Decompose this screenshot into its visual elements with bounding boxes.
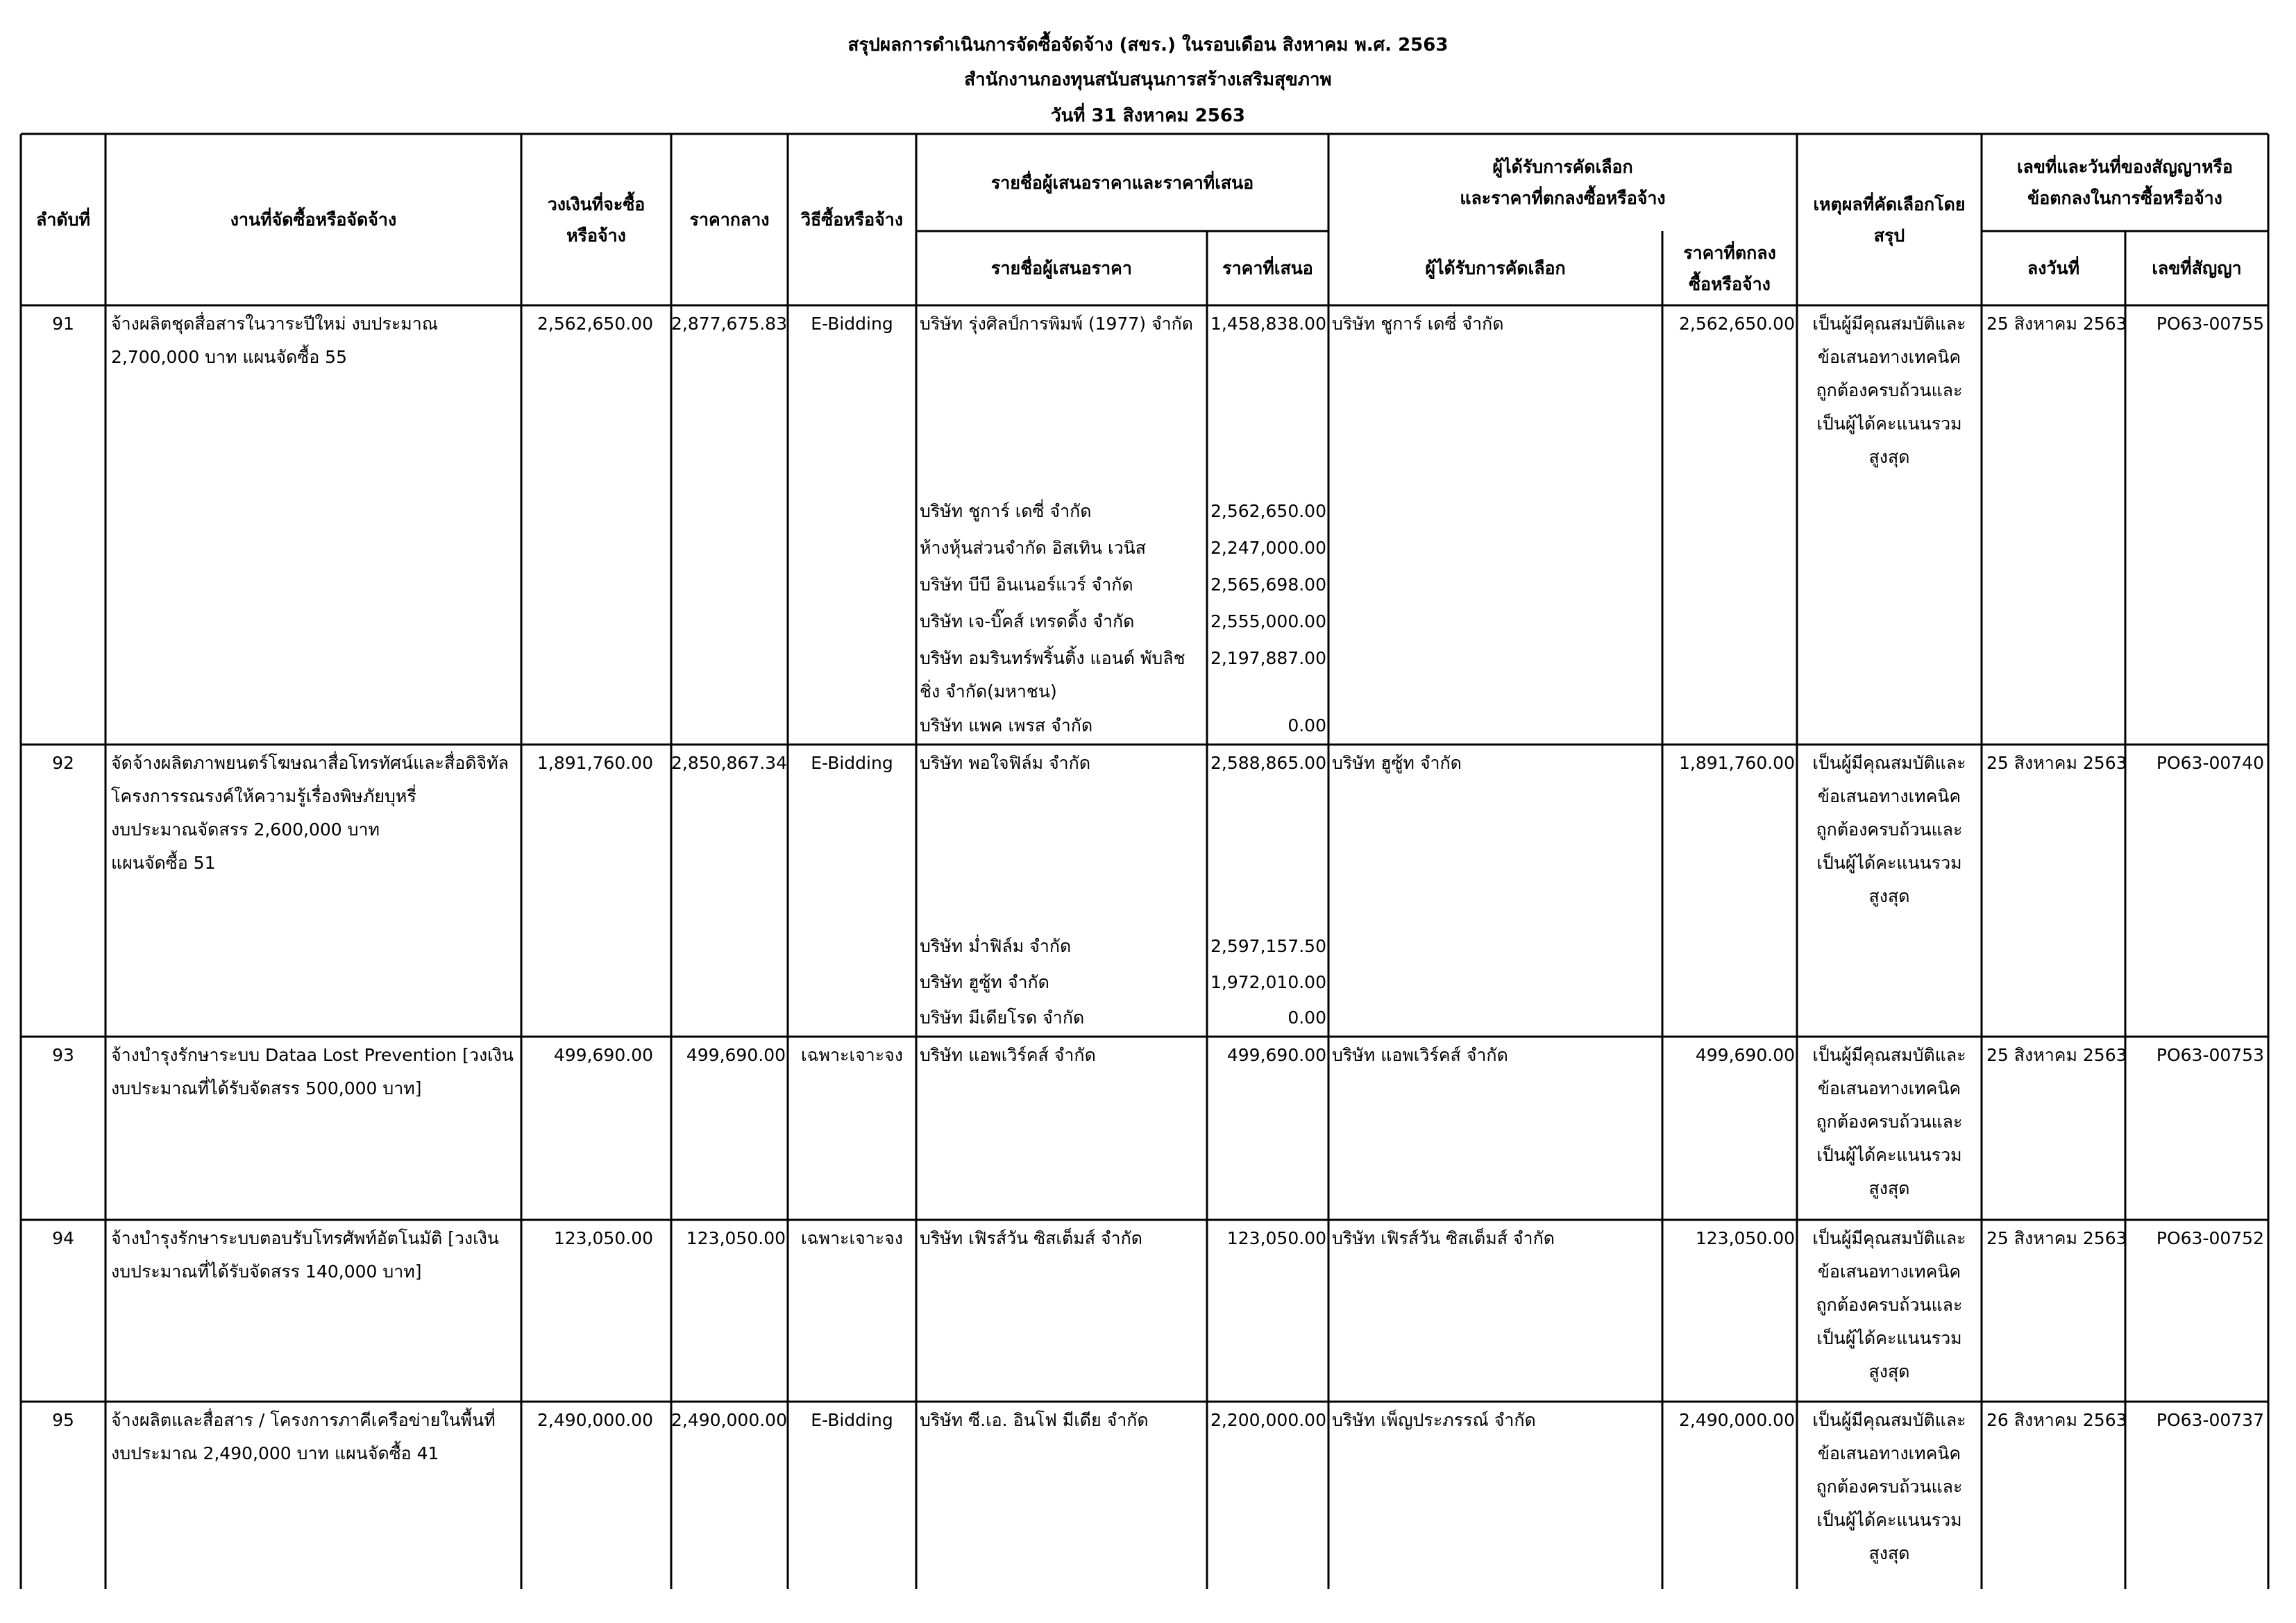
header-contract-no: เลขที่สัญญา — [2152, 258, 2242, 278]
procurement-method: E-Bidding — [811, 1410, 893, 1430]
bid-price: 0.00 — [1288, 1008, 1326, 1028]
job-description-line: แผนจัดซื้อ 51 — [111, 853, 216, 873]
selection-reason-line: ถูกต้องครบถ้วนและ — [1816, 819, 1963, 840]
row-number: 94 — [52, 1228, 74, 1248]
selection-reason-line: ข้อเสนอทางเทคนิค — [1817, 1443, 1961, 1463]
bidder-name: ห้างหุ้นส่วนจำกัด อิสเทิน เวนิส — [920, 538, 1146, 558]
row-number: 91 — [52, 314, 74, 334]
contract-number: PO63-00737 — [2156, 1410, 2264, 1430]
selection-reason-line: สูงสุด — [1868, 1178, 1910, 1198]
job-description-line: จ้างผลิตชุดสื่อสารในวาระปีใหม่ งบประมาณ — [111, 314, 439, 334]
selection-reason-line: เป็นผู้ได้คะแนนรวม — [1816, 853, 1962, 873]
contract-number: PO63-00740 — [2156, 753, 2264, 773]
header-reason-line2: สรุป — [1873, 225, 1905, 246]
bidder-name: บริษัท เฟิรส์วัน ซิสเต็มส์ จำกัด — [920, 1228, 1142, 1248]
job-description-line: จ้างบำรุงรักษาระบบตอบรับโทรศัพท์อัตโนมัติ [วงเงิน — [111, 1228, 499, 1248]
bidder-name: บริษัท มีเดียโรด จำกัด — [920, 1008, 1085, 1028]
job-description-line: งบประมาณจัดสรร 2,600,000 บาท — [111, 819, 380, 840]
procurement-method: เฉพาะเจาะจง — [800, 1228, 904, 1248]
header-no: ลำดับที่ — [36, 210, 90, 230]
header-contract-group — [1982, 134, 2268, 231]
selection-reason-line: สูงสุด — [1868, 886, 1910, 906]
selection-reason-line: ข้อเสนอทางเทคนิค — [1817, 786, 1961, 806]
selection-reason-line: สูงสุด — [1868, 1361, 1910, 1382]
selection-reason-line: ถูกต้องครบถ้วนและ — [1816, 1477, 1963, 1497]
header-reason — [1797, 134, 1982, 305]
selection-reason-line: ถูกต้องครบถ้วนและ — [1816, 1295, 1963, 1315]
budget-amount: 2,490,000.00 — [537, 1410, 653, 1430]
bid-price: 2,562,650.00 — [1210, 501, 1326, 521]
bid-price: 2,565,698.00 — [1210, 575, 1326, 595]
median-price: 2,850,867.34 — [671, 753, 787, 773]
header-bidders-group: รายชื่อผู้เสนอราคาและราคาที่เสนอ — [990, 172, 1254, 193]
selection-reason-line: เป็นผู้มีคุณสมบัติและ — [1812, 1045, 1966, 1065]
selection-reason-line: เป็นผู้มีคุณสมบัติและ — [1812, 1228, 1966, 1248]
bid-price: 2,247,000.00 — [1210, 538, 1326, 558]
selected-vendor: บริษัท ชูการ์ เดซี่ จำกัด — [1332, 314, 1504, 334]
procurement-method: E-Bidding — [811, 753, 893, 773]
bidder-name: บริษัท ฮูซู้ท จำกัด — [920, 972, 1049, 992]
selection-reason-line: เป็นผู้มีคุณสมบัติและ — [1812, 314, 1966, 334]
contract-date: 26 สิงหาคม 2563 — [1986, 1410, 2127, 1430]
procurement-method: E-Bidding — [811, 314, 893, 334]
bidder-name: บริษัท แอพเวิร์คส์ จำกัด — [920, 1045, 1096, 1065]
header-selected-group — [1328, 134, 1797, 231]
median-price: 123,050.00 — [686, 1228, 786, 1248]
selection-reason-line: ข้อเสนอทางเทคนิค — [1817, 1261, 1961, 1282]
selected-vendor: บริษัท เฟิรส์วัน ซิสเต็มส์ จำกัด — [1332, 1228, 1555, 1248]
budget-amount: 2,562,650.00 — [537, 314, 653, 334]
job-description-line: โครงการรณรงค์ให้ความรู้เรื่องพิษภัยบุหรี่ — [111, 786, 416, 806]
bid-price: 123,050.00 — [1226, 1228, 1326, 1248]
selection-reason-line: ถูกต้องครบถ้วนและ — [1816, 1112, 1963, 1132]
row-number: 93 — [52, 1045, 74, 1065]
header-agreed-line2: ซื้อหรือจ้าง — [1689, 273, 1771, 294]
bidder-name: บริษัท ซี.เอ. อินโฟ มีเดีย จำกัด — [920, 1410, 1149, 1430]
bidder-name: บริษัท ม่ำฟิล์ม จำกัด — [920, 936, 1072, 956]
job-description-line: จ้างผลิตและสื่อสาร / โครงการภาคีเครือข่ายในพื้นที่ — [111, 1410, 496, 1430]
selection-reason-line: ถูกต้องครบถ้วนและ — [1816, 380, 1963, 400]
header-budget — [521, 134, 671, 305]
bid-price: 2,555,000.00 — [1210, 611, 1326, 631]
selection-reason-line: สูงสุด — [1868, 1543, 1910, 1563]
header-bid-price: ราคาที่เสนอ — [1222, 258, 1313, 278]
organization-name: สำนักงานกองทุนสนับสนุนการสร้างเสริมสุขภาพ — [964, 69, 1332, 90]
bid-price: 2,597,157.50 — [1210, 936, 1326, 956]
report-title: สรุปผลการดำเนินการจัดซื้อจัดจ้าง (สขร.) ในรอบเดือน สิงหาคม พ.ศ. 2563 — [847, 35, 1449, 56]
contract-date: 25 สิงหาคม 2563 — [1986, 1045, 2127, 1065]
selection-reason-line: เป็นผู้ได้คะแนนรวม — [1816, 1328, 1962, 1348]
job-description-line: จ้างบำรุงรักษาระบบ Dataa Lost Prevention [วงเงิน — [111, 1045, 514, 1065]
selection-reason-line: เป็นผู้มีคุณสมบัติและ — [1812, 753, 1966, 773]
job-description-line: งบประมาณที่ได้รับจัดสรร 500,000 บาท] — [111, 1078, 422, 1098]
bidder-name: บริษัท รุ่งศิลป์การพิมพ์ (1977) จำกัด — [920, 314, 1194, 334]
selection-reason-line: เป็นผู้ได้คะแนนรวม — [1816, 414, 1962, 434]
contract-date: 25 สิงหาคม 2563 — [1986, 753, 2127, 773]
header-agreed-line1: ราคาที่ตกลง — [1683, 242, 1776, 263]
selected-vendor: บริษัท ฮูซู้ท จำกัด — [1332, 753, 1462, 773]
bidder-name: บริษัท แพค เพรส จำกัด — [920, 715, 1093, 736]
bid-price: 1,972,010.00 — [1210, 972, 1326, 992]
agreed-price: 2,562,650.00 — [1679, 314, 1795, 334]
header-budget-line1: วงเงินที่จะซื้อ — [547, 194, 645, 214]
bid-price: 2,200,000.00 — [1210, 1410, 1326, 1430]
agreed-price: 499,690.00 — [1695, 1045, 1795, 1065]
header-reason-line1: เหตุผลที่คัดเลือกโดย — [1813, 194, 1966, 214]
bid-price: 1,458,838.00 — [1210, 314, 1326, 334]
bidder-name: บริษัท บีบี อินเนอร์แวร์ จำกัด — [920, 575, 1133, 595]
header-agreed-price — [1662, 231, 1797, 305]
contract-date: 25 สิงหาคม 2563 — [1986, 1228, 2127, 1248]
selection-reason-line: เป็นผู้ได้คะแนนรวม — [1816, 1510, 1962, 1530]
agreed-price: 123,050.00 — [1695, 1228, 1795, 1248]
contract-date: 25 สิงหาคม 2563 — [1986, 314, 2127, 334]
bidder-name: บริษัท พอใจฟิล์ม จำกัด — [920, 753, 1091, 773]
header-contract-line2: ข้อตกลงในการซื้อหรือจ้าง — [2027, 188, 2222, 208]
job-description-line: งบประมาณ 2,490,000 บาท แผนจัดซื้อ 41 — [111, 1443, 439, 1463]
contract-number: PO63-00752 — [2156, 1228, 2264, 1248]
contract-number: PO63-00755 — [2156, 314, 2264, 334]
job-description-line: จัดจ้างผลิตภาพยนตร์โฆษณาสื่อโทรทัศน์และสื่อดิจิทัล — [111, 753, 509, 773]
bid-price: 0.00 — [1288, 715, 1326, 736]
header-budget-line2: หรือจ้าง — [566, 225, 626, 246]
header-bidder-name: รายชื่อผู้เสนอราคา — [991, 258, 1132, 278]
header-median-price: ราคากลาง — [689, 210, 770, 230]
job-description-line: 2,700,000 บาท แผนจัดซื้อ 55 — [111, 347, 347, 367]
median-price: 2,877,675.83 — [671, 314, 787, 334]
bidder-name: บริษัท อมรินทร์พริ้นติ้ง แอนด์ พับลิช — [920, 648, 1185, 668]
bidder-name: บริษัท เจ-บิ๊คส์ เทรดดิ้ง จำกัด — [920, 611, 1135, 631]
bid-price: 2,197,887.00 — [1210, 648, 1326, 668]
budget-amount: 123,050.00 — [553, 1228, 653, 1248]
selected-vendor: บริษัท เพ็ญประภรรณ์ จำกัด — [1332, 1410, 1536, 1430]
selected-vendor: บริษัท แอพเวิร์คส์ จำกัด — [1332, 1045, 1508, 1065]
header-selected-line2: และราคาที่ตกลงซื้อหรือจ้าง — [1460, 188, 1666, 208]
selection-reason-line: เป็นผู้มีคุณสมบัติและ — [1812, 1410, 1966, 1430]
budget-amount: 499,690.00 — [553, 1045, 653, 1065]
procurement-method: เฉพาะเจาะจง — [800, 1045, 904, 1065]
selection-reason-line: ข้อเสนอทางเทคนิค — [1817, 347, 1961, 367]
report-date: วันที่ 31 สิงหาคม 2563 — [1050, 105, 1246, 126]
selection-reason-line: เป็นผู้ได้คะแนนรวม — [1816, 1145, 1962, 1165]
agreed-price: 2,490,000.00 — [1679, 1410, 1795, 1430]
contract-number: PO63-00753 — [2156, 1045, 2264, 1065]
header-selected-line1: ผู้ได้รับการคัดเลือก — [1492, 157, 1633, 177]
agreed-price: 1,891,760.00 — [1679, 753, 1795, 773]
bid-price: 2,588,865.00 — [1210, 753, 1326, 773]
header-date: ลงวันที่ — [2027, 258, 2080, 278]
row-number: 92 — [52, 753, 74, 773]
bidder-name: ชิ่ง จำกัด(มหาชน) — [920, 681, 1057, 702]
header-method: วิธีซื้อหรือจ้าง — [800, 210, 904, 230]
job-description-line: งบประมาณที่ได้รับจัดสรร 140,000 บาท] — [111, 1261, 422, 1282]
header-job: งานที่จัดซื้อหรือจัดจ้าง — [230, 210, 397, 230]
bidder-name: บริษัท ชูการ์ เดซี่ จำกัด — [920, 501, 1092, 521]
row-number: 95 — [52, 1410, 74, 1430]
selection-reason-line: สูงสุด — [1868, 447, 1910, 467]
selection-reason-line: ข้อเสนอทางเทคนิค — [1817, 1078, 1961, 1098]
header-contract-line1: เลขที่และวันที่ของสัญญาหรือ — [2016, 157, 2234, 177]
median-price: 499,690.00 — [686, 1045, 786, 1065]
median-price: 2,490,000.00 — [671, 1410, 787, 1430]
budget-amount: 1,891,760.00 — [537, 753, 653, 773]
bid-price: 499,690.00 — [1226, 1045, 1326, 1065]
header-selected-name: ผู้ได้รับการคัดเลือก — [1425, 258, 1566, 278]
